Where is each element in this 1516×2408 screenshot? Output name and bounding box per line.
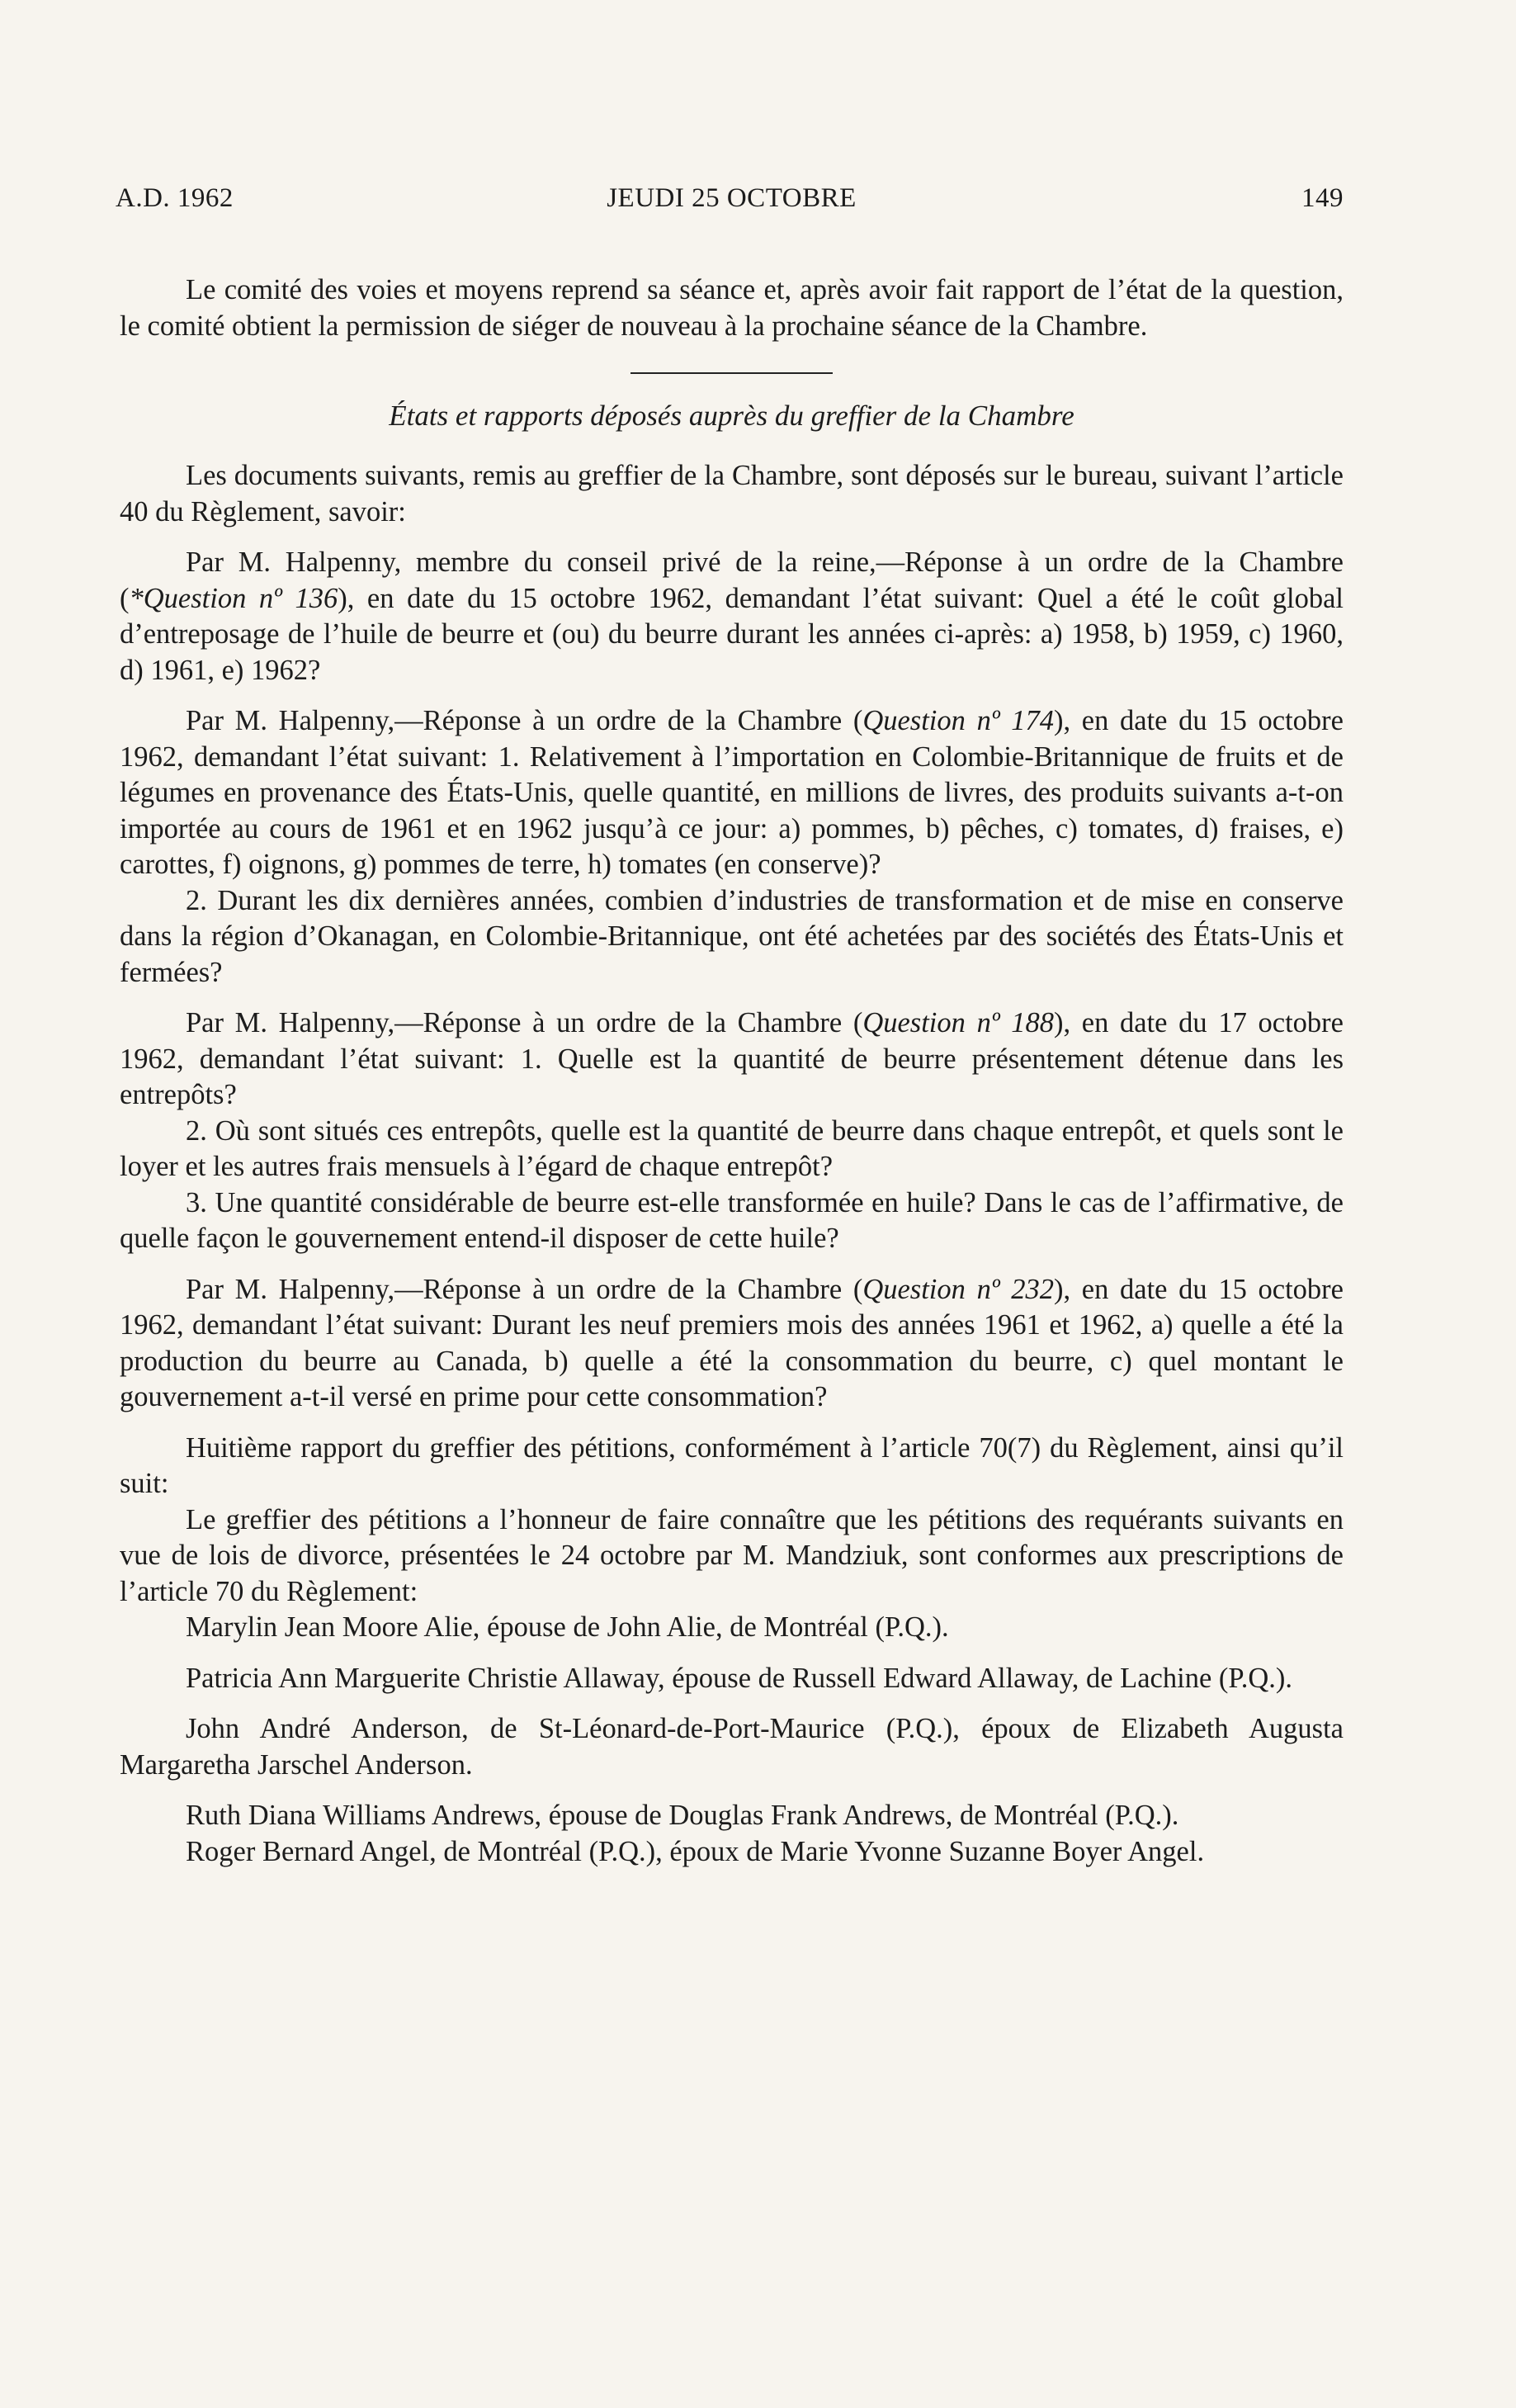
petitioner-entry: Marylin Jean Moore Alie, épouse de John Alie, de Montréal (P.Q.). <box>186 1611 949 1643</box>
paragraph-question-188-part-3: 3. Une quantité considérable de beurre est-elle transformée en huile? Dans le cas de l’affirmative, de quelle façon le gouvernement entend-il disposer de cette huile? <box>120 1186 1344 1254</box>
paragraph-question-232: Par M. Halpenny,—Réponse à un ordre de la Chambre (Question nº 232), en date du 15 octobre 1962, demandant l’état suivant: Durant les neuf premiers mois des années 1961 et 1962, a) quelle a été la production du beurre au Canada, b) quelle a été la consommation du beurre, c) quel montant le gouvernement a-t-il versé en prime pour cette consommation? <box>120 1273 1344 1412</box>
paragraph-question-188-part-2: 2. Où sont situés ces entrepôts, quelle est la quantité de beurre dans chaque entrepôt, et quels sont le loyer et les autres frais mensuels à l’égard de chaque entrepôt? <box>120 1114 1344 1182</box>
paragraph-question-174: Par M. Halpenny,—Réponse à un ordre de la Chambre (Question nº 174), en date du 15 octobre 1962, demandant l’état suivant: 1. Relativement à l’importation en Colombie-Britannique de fruits et de légumes en provenance des États-Unis, quelle quantité, en millions de livres, des produits suivants a-t-on importée au cours de 1961 et en 1962 jusqu’à ce jour: a) pommes, b) pêches, c) tomates, d) fraises, e) carottes, f) oignons, g) pommes de terre, h) tomates (en conserve)? <box>120 705 1344 880</box>
petitioner-entry: Ruth Diana Williams Andrews, épouse de Douglas Frank Andrews, de Montréal (P.Q.). <box>186 1800 1179 1831</box>
question-reference: *Question nº 136 <box>129 582 338 614</box>
paragraph-question-136: Par M. Halpenny, membre du conseil privé de la reine,—Réponse à un ordre de la Chambre (*Question nº 136), en date du 15 octobre 1962, demandant l’état suivant: Quel a été le coût global d’entreposage de l’huile de beurre et (ou) du beurre durant les années ci-après: a) 1958, b) 1959, c) 1960, d) 1961, e) 1962? <box>120 546 1344 686</box>
paragraph-petitions-clerk: Le greffier des pétitions a l’honneur de faire connaître que les pétitions des requérants suivants en vue de lois de divorce, présentées le 24 octobre par M. Mandziuk, sont conformes aux prescriptions de l’article 70 du Règlement: <box>120 1503 1344 1607</box>
paragraph-question-174-part-2: 2. Durant les dix dernières années, combien d’industries de transformation et de mise en conserve dans la région d’Okanagan, en Colombie-Britannique, ont été achetées par des sociétés des États-Unis et fermées? <box>120 884 1344 988</box>
question-reference: Question nº 188 <box>862 1007 1054 1038</box>
document-body <box>120 272 1344 1870</box>
paragraph-committee: Le comité des voies et moyens reprend sa séance et, après avoir fait rapport de l’état de la question, le comité obtient la permission de siéger de nouveau à la prochaine séance de la Chambre. <box>120 274 1344 342</box>
petitioner-entry: Roger Bernard Angel, de Montréal (P.Q.), époux de Marie Yvonne Suzanne Boyer Angel. <box>186 1835 1205 1867</box>
paragraph-documents-intro: Les documents suivants, remis au greffier de la Chambre, sont déposés sur le bureau, suivant l’article 40 du Règlement, savoir: <box>120 460 1344 527</box>
section-heading: États et rapports déposés auprès du greffier de la Chambre <box>389 400 1074 432</box>
question-reference: Question nº 174 <box>862 705 1054 736</box>
date-title: JEUDI 25 OCTOBRE <box>607 183 857 213</box>
section-divider <box>630 372 833 374</box>
petitioner-entry: John André Anderson, de St-Léonard-de-Port-Maurice (P.Q.), époux de Elizabeth Augusta Margaretha Jarschel Anderson. <box>120 1713 1344 1781</box>
petitioner-entry: Patricia Ann Marguerite Christie Allaway, épouse de Russell Edward Allaway, de Lachine (P.Q.). <box>186 1662 1293 1694</box>
running-head <box>116 173 1344 223</box>
page-number: 149 <box>1301 183 1344 213</box>
paragraph-question-188: Par M. Halpenny,—Réponse à un ordre de la Chambre (Question nº 188), en date du 17 octobre 1962, demandant l’état suivant: 1. Quelle est la quantité de beurre présentement détenue dans les entrepôts? <box>120 1007 1344 1110</box>
document-page <box>116 173 1344 1870</box>
year-label: A.D. 1962 <box>116 183 234 213</box>
paragraph-petitions-report: Huitième rapport du greffier des pétitions, conformément à l’article 70(7) du Règlement, ainsi qu’il suit: <box>120 1431 1344 1499</box>
question-reference: Question nº 232 <box>862 1273 1054 1305</box>
